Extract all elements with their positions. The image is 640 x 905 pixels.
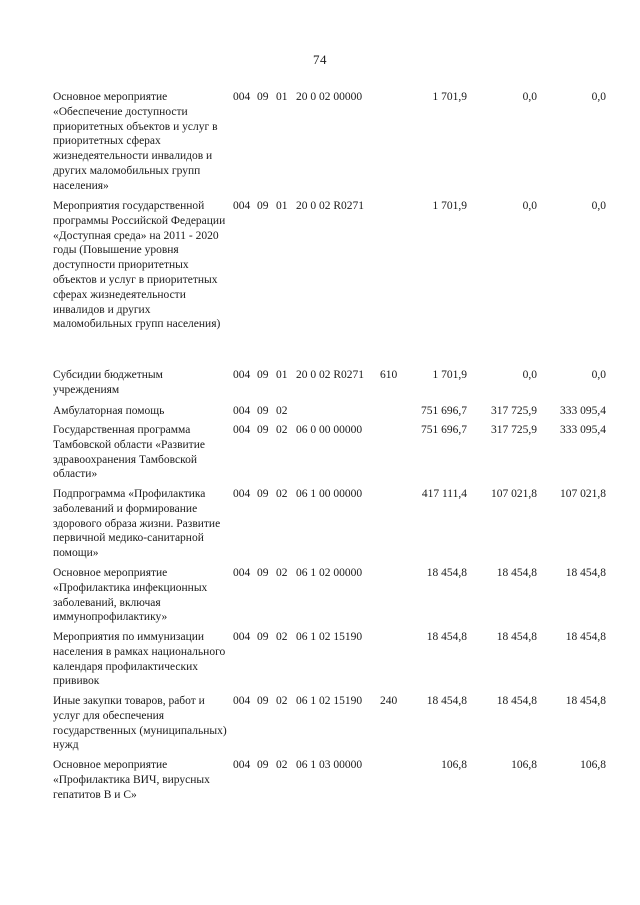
row-value-year-1: 18 454,8 bbox=[426, 631, 467, 643]
row-target-article-code: 06 1 02 15190 bbox=[296, 631, 363, 643]
row-value-year-1: 417 111,4 bbox=[421, 488, 467, 500]
row-subsection-code: 02 bbox=[276, 631, 288, 643]
row-section-code: 09 bbox=[257, 488, 269, 500]
row-name: Основное мероприятие «Профилактика инфекционных заболеваний, включая иммунопрофилактику» bbox=[53, 567, 208, 624]
row-value-year-2: 107 021,8 bbox=[491, 488, 537, 500]
row-value-year-2: 317 725,9 bbox=[491, 405, 537, 417]
row-name: Подпрограмма «Профилактика заболеваний и формирование здорового образа жизни. Развитие первичной медико-санитарной помощи» bbox=[53, 488, 221, 560]
row-name: Основное мероприятие «Обеспечение доступности приоритетных объектов и услуг в приоритетных сферах жизнедеятельности инвалидов и других маломобильных групп населения» bbox=[53, 91, 218, 192]
page-number: 74 bbox=[313, 52, 327, 67]
row-value-year-1: 1 701,9 bbox=[432, 369, 467, 381]
row-value-year-3: 0,0 bbox=[591, 369, 606, 381]
row-value-year-1: 18 454,8 bbox=[426, 695, 467, 707]
row-value-year-3: 18 454,8 bbox=[565, 567, 606, 579]
row-value-year-2: 317 725,9 bbox=[491, 424, 537, 436]
row-name: Амбулаторная помощь bbox=[53, 405, 165, 417]
row-section-code: 09 bbox=[257, 424, 269, 436]
row-ved-code: 004 bbox=[233, 488, 251, 500]
row-target-article-code: 06 1 02 15190 bbox=[296, 695, 363, 707]
row-subsection-code: 02 bbox=[276, 488, 288, 500]
row-value-year-3: 106,8 bbox=[580, 759, 606, 771]
row-value-year-1: 1 701,9 bbox=[432, 91, 467, 103]
row-value-year-3: 107 021,8 bbox=[560, 488, 606, 500]
row-value-year-3: 0,0 bbox=[591, 200, 606, 212]
row-expense-type-code: 610 bbox=[380, 369, 398, 381]
row-value-year-1: 751 696,7 bbox=[421, 424, 467, 436]
row-value-year-1: 1 701,9 bbox=[432, 200, 467, 212]
row-target-article-code: 20 0 02 R0271 bbox=[296, 369, 365, 381]
row-expense-type-code: 240 bbox=[380, 695, 398, 707]
row-value-year-2: 0,0 bbox=[522, 91, 537, 103]
row-value-year-3: 0,0 bbox=[591, 91, 606, 103]
row-value-year-1: 106,8 bbox=[441, 759, 467, 771]
row-section-code: 09 bbox=[257, 695, 269, 707]
row-section-code: 09 bbox=[257, 91, 269, 103]
row-value-year-3: 333 095,4 bbox=[560, 424, 606, 436]
row-name: Мероприятия по иммунизации населения в рамках национального календаря профилактических прививок bbox=[53, 631, 226, 688]
row-ved-code: 004 bbox=[233, 567, 251, 579]
row-target-article-code: 06 1 02 00000 bbox=[296, 567, 363, 579]
row-name: Государственная программа Тамбовской области «Развитие здравоохранения Тамбовской области» bbox=[53, 424, 205, 481]
row-ved-code: 004 bbox=[233, 695, 251, 707]
row-section-code: 09 bbox=[257, 369, 269, 381]
row-value-year-2: 0,0 bbox=[522, 369, 537, 381]
row-name: Мероприятия государственной программы Российской Федерации «Доступная среда» на 2011 - 2020 годы (Повышение уровня доступности приоритетных объектов и услуг в приоритетных сферах жизнедеятельности инвалидов и других маломобильных групп населения) bbox=[53, 200, 226, 331]
row-section-code: 09 bbox=[257, 567, 269, 579]
row-value-year-3: 333 095,4 bbox=[560, 405, 606, 417]
row-subsection-code: 02 bbox=[276, 695, 288, 707]
row-subsection-code: 02 bbox=[276, 424, 288, 436]
row-target-article-code: 06 0 00 00000 bbox=[296, 424, 363, 436]
row-subsection-code: 02 bbox=[276, 405, 288, 417]
row-value-year-3: 18 454,8 bbox=[565, 695, 606, 707]
row-ved-code: 004 bbox=[233, 759, 251, 771]
row-value-year-2: 0,0 bbox=[522, 200, 537, 212]
row-subsection-code: 01 bbox=[276, 369, 288, 381]
row-value-year-1: 751 696,7 bbox=[421, 405, 467, 417]
row-ved-code: 004 bbox=[233, 424, 251, 436]
row-name: Основное мероприятие «Профилактика ВИЧ, вирусных гепатитов В и С» bbox=[53, 759, 210, 801]
row-subsection-code: 01 bbox=[276, 91, 288, 103]
row-ved-code: 004 bbox=[233, 200, 251, 212]
row-ved-code: 004 bbox=[233, 91, 251, 103]
row-ved-code: 004 bbox=[233, 631, 251, 643]
row-ved-code: 004 bbox=[233, 405, 251, 417]
row-section-code: 09 bbox=[257, 200, 269, 212]
row-value-year-2: 106,8 bbox=[511, 759, 537, 771]
row-value-year-3: 18 454,8 bbox=[565, 631, 606, 643]
row-target-article-code: 20 0 02 R0271 bbox=[296, 200, 365, 212]
row-value-year-1: 18 454,8 bbox=[426, 567, 467, 579]
row-section-code: 09 bbox=[257, 759, 269, 771]
row-name: Иные закупки товаров, работ и услуг для обеспечения государственных (муниципальных) нужд bbox=[53, 695, 227, 752]
row-value-year-2: 18 454,8 bbox=[496, 695, 537, 707]
row-section-code: 09 bbox=[257, 405, 269, 417]
row-subsection-code: 01 bbox=[276, 200, 288, 212]
row-subsection-code: 02 bbox=[276, 759, 288, 771]
row-section-code: 09 bbox=[257, 631, 269, 643]
row-value-year-2: 18 454,8 bbox=[496, 567, 537, 579]
row-ved-code: 004 bbox=[233, 369, 251, 381]
row-value-year-2: 18 454,8 bbox=[496, 631, 537, 643]
row-subsection-code: 02 bbox=[276, 567, 288, 579]
row-target-article-code: 06 1 00 00000 bbox=[296, 488, 363, 500]
row-target-article-code: 20 0 02 00000 bbox=[296, 91, 363, 103]
row-name: Субсидии бюджетным учреждениям bbox=[53, 369, 163, 396]
row-target-article-code: 06 1 03 00000 bbox=[296, 759, 363, 771]
